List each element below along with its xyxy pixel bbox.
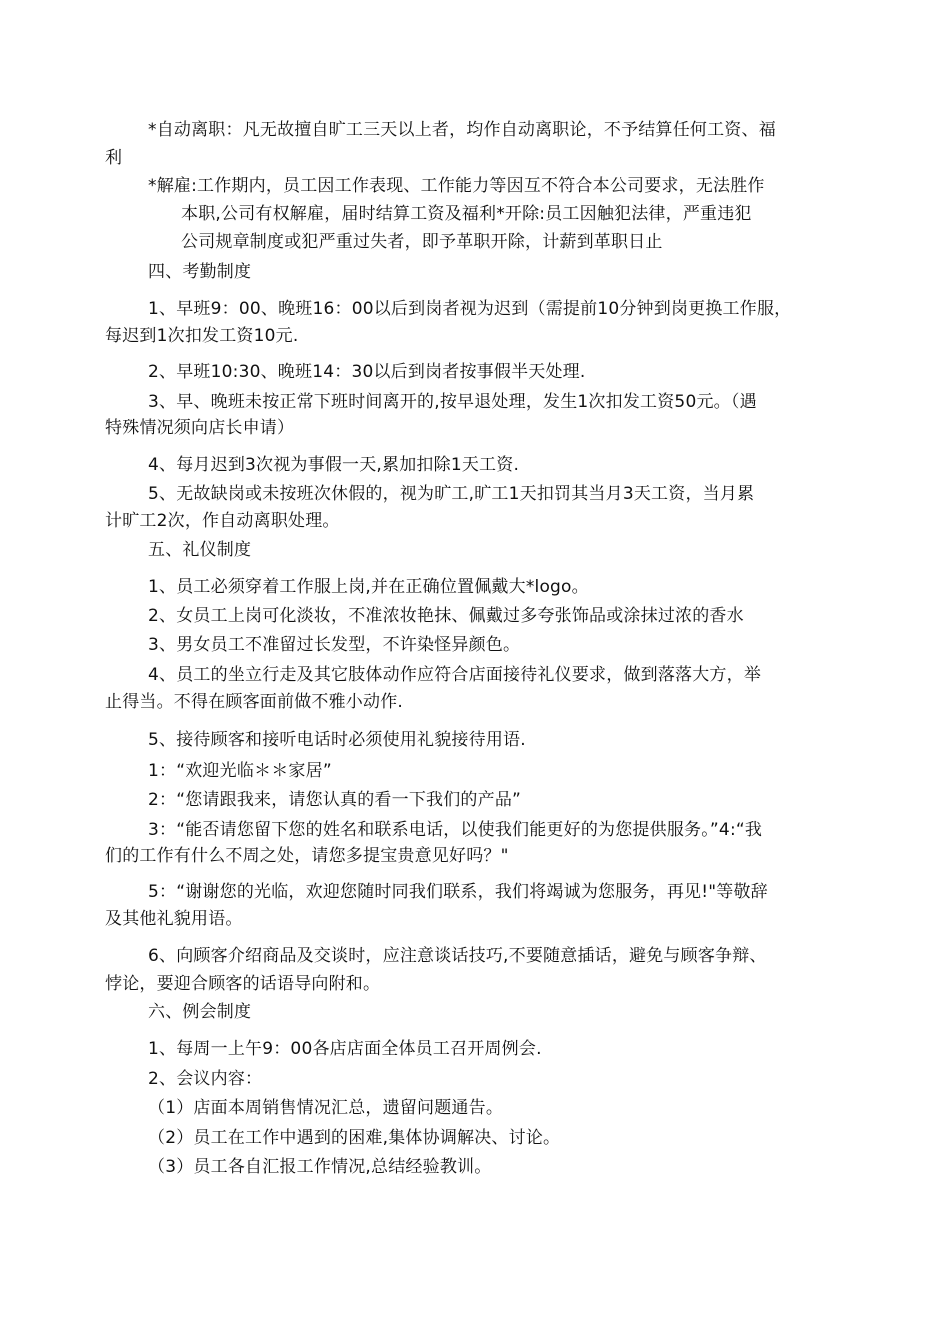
text-line: 计旷工2次，作自动离职处理。 — [105, 511, 340, 531]
text-line: 本职,公司有权解雇，届时结算工资及福利*开除:员工因触犯法律，严重违犯 — [181, 204, 752, 224]
text-line: 1：“欢迎光临＊＊家居” — [148, 761, 332, 781]
text-line: 每迟到1次扣发工资10元. — [105, 326, 299, 346]
text-line: 及其他礼貌用语。 — [105, 909, 243, 929]
text-line: 6、向顾客介绍商品及交谈时，应注意谈话技巧,不要随意插话，避免与顾客争辩、 — [148, 946, 767, 966]
text-line: （3）员工各自汇报工作情况,总结经验教训。 — [148, 1157, 492, 1177]
text-line: 3、早、晚班未按正常下班时间离开的,按早退处理，发生1次扣发工资50元。（遇 — [148, 392, 757, 412]
text-line: 们的工作有什么不周之处，请您多提宝贵意见好吗？" — [105, 846, 509, 866]
text-line: 1、每周一上午9：00各店店面全体员工召开周例会. — [148, 1039, 542, 1059]
text-line: *解雇:工作期内，员工因工作表现、工作能力等因互不符合本公司要求，无法胜作 — [148, 176, 765, 196]
text-line: 5、无故缺岗或未按班次休假的，视为旷工,旷工1天扣罚其当月3天工资，当月累 — [148, 484, 755, 504]
text-line: 2、女员工上岗可化淡妆，不准浓妆艳抹、佩戴过多夸张饰品或涂抹过浓的香水 — [148, 606, 744, 626]
text-line: （1）店面本周销售情况汇总，遗留问题通告。 — [148, 1098, 504, 1118]
text-line: 1、早班9：00、晚班16：00以后到岗者视为迟到（需提前10分钟到岗更换工作服， — [148, 299, 792, 319]
text-line: 公司规章制度或犯严重过失者，即予革职开除，计薪到革职日止 — [181, 232, 663, 252]
text-line: 3：“能否请您留下您的姓名和联系电话，以使我们能更好的为您提供服务。”4:“我 — [148, 820, 763, 840]
section-heading: 六、例会制度 — [148, 1002, 252, 1022]
text-line: 2：“您请跟我来，请您认真的看一下我们的产品” — [148, 790, 522, 810]
text-line: 2、早班10:30、晚班14：30以后到岗者按事假半天处理. — [148, 362, 586, 382]
text-line: （2）员工在工作中遇到的困难,集体协调解决、讨论。 — [148, 1128, 561, 1148]
section-heading: 五、礼仪制度 — [148, 540, 252, 560]
text-line: 1、员工必须穿着工作服上岗,并在正确位置佩戴大*logo。 — [148, 577, 589, 597]
text-line: 5、接待顾客和接听电话时必须使用礼貌接待用语. — [148, 730, 526, 750]
text-line: 止得当。不得在顾客面前做不雅小动作. — [105, 692, 404, 712]
text-line: 悖论，要迎合顾客的话语导向附和。 — [105, 974, 381, 994]
text-line: *自动离职：凡无故擅自旷工三天以上者，均作自动离职论，不予结算任何工资、福 — [148, 120, 776, 140]
text-line: 3、男女员工不准留过长发型，不许染怪异颜色。 — [148, 635, 521, 655]
text-line: 4、每月迟到3次视为事假一天,累加扣除1天工资. — [148, 455, 520, 475]
text-line: 5：“谢谢您的光临，欢迎您随时同我们联系，我们将竭诚为您服务，再见!"等敬辞 — [148, 882, 768, 902]
section-heading: 四、考勤制度 — [148, 262, 252, 282]
text-line: 2、会议内容： — [148, 1069, 263, 1089]
text-line: 利 — [105, 148, 123, 168]
text-line: 特殊情况须向店长申请） — [105, 418, 295, 438]
text-line: 4、员工的坐立行走及其它肢体动作应符合店面接待礼仪要求，做到落落大方，举 — [148, 665, 762, 685]
